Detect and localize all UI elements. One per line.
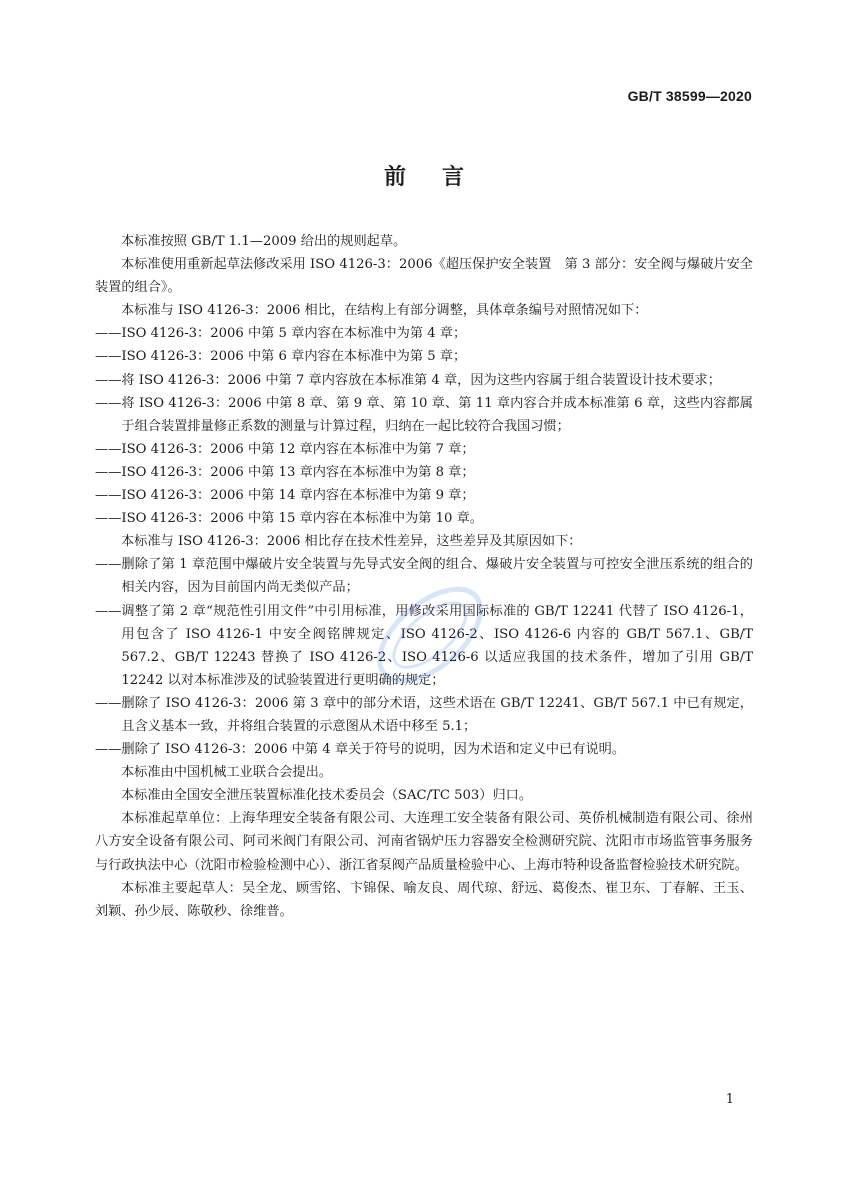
document-body: [95, 230, 753, 923]
dash-list-item: [95, 322, 753, 345]
dash-mark: ——: [95, 372, 122, 388]
dash-mark: ——: [95, 488, 122, 504]
dash-item-text: ISO 4126-3：2006 中第 5 章内容在本标准中为第 4 章；: [121, 326, 467, 342]
dash-item-text: 调整了第 2 章“规范性引用文件”中引用标准，用修改采用国际标准的 GB/T 12241 代替了 ISO 4126-1，用包含了 ISO 4126-1 中安全阀铭牌规定、ISO 4126-2、ISO 4126-6 内容的 GB/T 567.1、GB/T 567.2、GB/T 12243 替换了 ISO 4126-2、ISO 4126-6 以适应我国的技术条件，增加了引用 GB/T 12242 以对本标准涉及的试验装置进行更明确的规定；: [121, 603, 753, 688]
dash-item-text: ISO 4126-3：2006 中第 6 章内容在本标准中为第 5 章；: [121, 349, 467, 365]
dash-mark: ——: [95, 464, 122, 480]
dash-list-item: [95, 369, 753, 392]
dash-list-item: [95, 553, 753, 599]
dash-item-text: 删除了 ISO 4126-3：2006 中第 4 章关于符号的说明，因为术语和定义中已有说明。: [121, 742, 626, 758]
paragraph: 本标准起草单位：上海华理安全装备有限公司、大连理工安全装备有限公司、英侨机械制造有限公司、徐州八方安全设备有限公司、阿司米阀门有限公司、河南省锅炉压力容器安全检测研究院、沈阳市市场监管事务服务与行政执法中心（沈阳市检验检测中心）、浙江省泵阀产品质量检验中心、上海市特种设备监督检验技术研究院。: [95, 811, 753, 873]
dash-mark: ——: [95, 695, 122, 711]
dash-mark: ——: [95, 557, 122, 573]
paragraph: 本标准主要起草人：吴全龙、顾雪铭、卞锦保、喻友良、周代琼、舒远、葛俊杰、崔卫东、丁春解、王玉、刘颖、孙少辰、陈敬秒、徐维普。: [95, 880, 753, 919]
page-number: 1: [725, 1092, 734, 1107]
paragraph: 本标准与 ISO 4126-3：2006 相比，在结构上有部分调整，具体章条编号对照情况如下：: [121, 303, 648, 319]
dash-mark: ——: [95, 441, 122, 457]
dash-mark: ——: [95, 603, 122, 619]
page-title: 前言: [383, 165, 500, 190]
dash-list-item: [95, 738, 753, 761]
dash-list-item: [95, 507, 753, 530]
dash-list-item: [95, 345, 753, 368]
dash-item-text: 删除了 ISO 4126-3：2006 第 3 章中的部分术语，这些术语在 GB/T 12241、GB/T 567.1 中已有规定，且含义基本一致，并将组合装置的示意图从术语中移至 5.1；: [121, 695, 753, 734]
paragraph: 本标准由中国机械工业联合会提出。: [121, 765, 332, 781]
dash-item-text: 删除了第 1 章范围中爆破片安全装置与先导式安全阀的组合、爆破片安全装置与可控安全泄压系统的组合的相关内容，因为目前国内尚无类似产品；: [121, 557, 753, 596]
dash-mark: ——: [95, 349, 122, 365]
paragraph: 本标准按照 GB/T 1.1—2009 给出的规则起草。: [121, 234, 407, 249]
paragraph: 本标准由全国安全泄压装置标准化技术委员会（SAC/TC 503）归口。: [121, 788, 533, 804]
dash-mark: ——: [95, 395, 122, 411]
dash-item-text: ISO 4126-3：2006 中第 12 章内容在本标准中为第 7 章；: [121, 441, 475, 457]
paragraph: 本标准使用重新起草法修改采用 ISO 4126-3：2006《超压保护安全装置 第 3 部分：安全阀与爆破片安全装置的组合》。: [95, 257, 753, 296]
dash-list-item: [95, 438, 753, 461]
dash-item-text: 将 ISO 4126-3：2006 中第 8 章、第 9 章、第 10 章、第 11 章内容合并成本标准第 6 章，这些内容都属于组合装置排量修正系数的测量与计算过程，归纳在一起比较符合我国习惯；: [121, 395, 753, 434]
dash-list-item: [95, 484, 753, 507]
standard-number: GB/T 38599—2020: [627, 88, 752, 104]
dash-mark: ——: [95, 511, 122, 527]
dash-list-item: [95, 461, 753, 484]
dash-mark: ——: [95, 326, 122, 342]
paragraph: 本标准与 ISO 4126-3：2006 相比存在技术性差异，这些差异及其原因如下：: [121, 534, 582, 550]
dash-list-item: [95, 392, 753, 438]
dash-item-text: ISO 4126-3：2006 中第 15 章内容在本标准中为第 10 章。: [121, 511, 483, 527]
dash-item-text: 将 ISO 4126-3：2006 中第 7 章内容放在本标准第 4 章，因为这些内容属于组合装置设计技术要求；: [121, 372, 721, 388]
dash-mark: ——: [95, 742, 122, 758]
dash-item-text: ISO 4126-3：2006 中第 13 章内容在本标准中为第 8 章；: [121, 464, 475, 480]
dash-item-text: ISO 4126-3：2006 中第 14 章内容在本标准中为第 9 章；: [121, 488, 475, 504]
dash-list-item: [95, 692, 753, 738]
dash-list-item: [95, 600, 753, 692]
